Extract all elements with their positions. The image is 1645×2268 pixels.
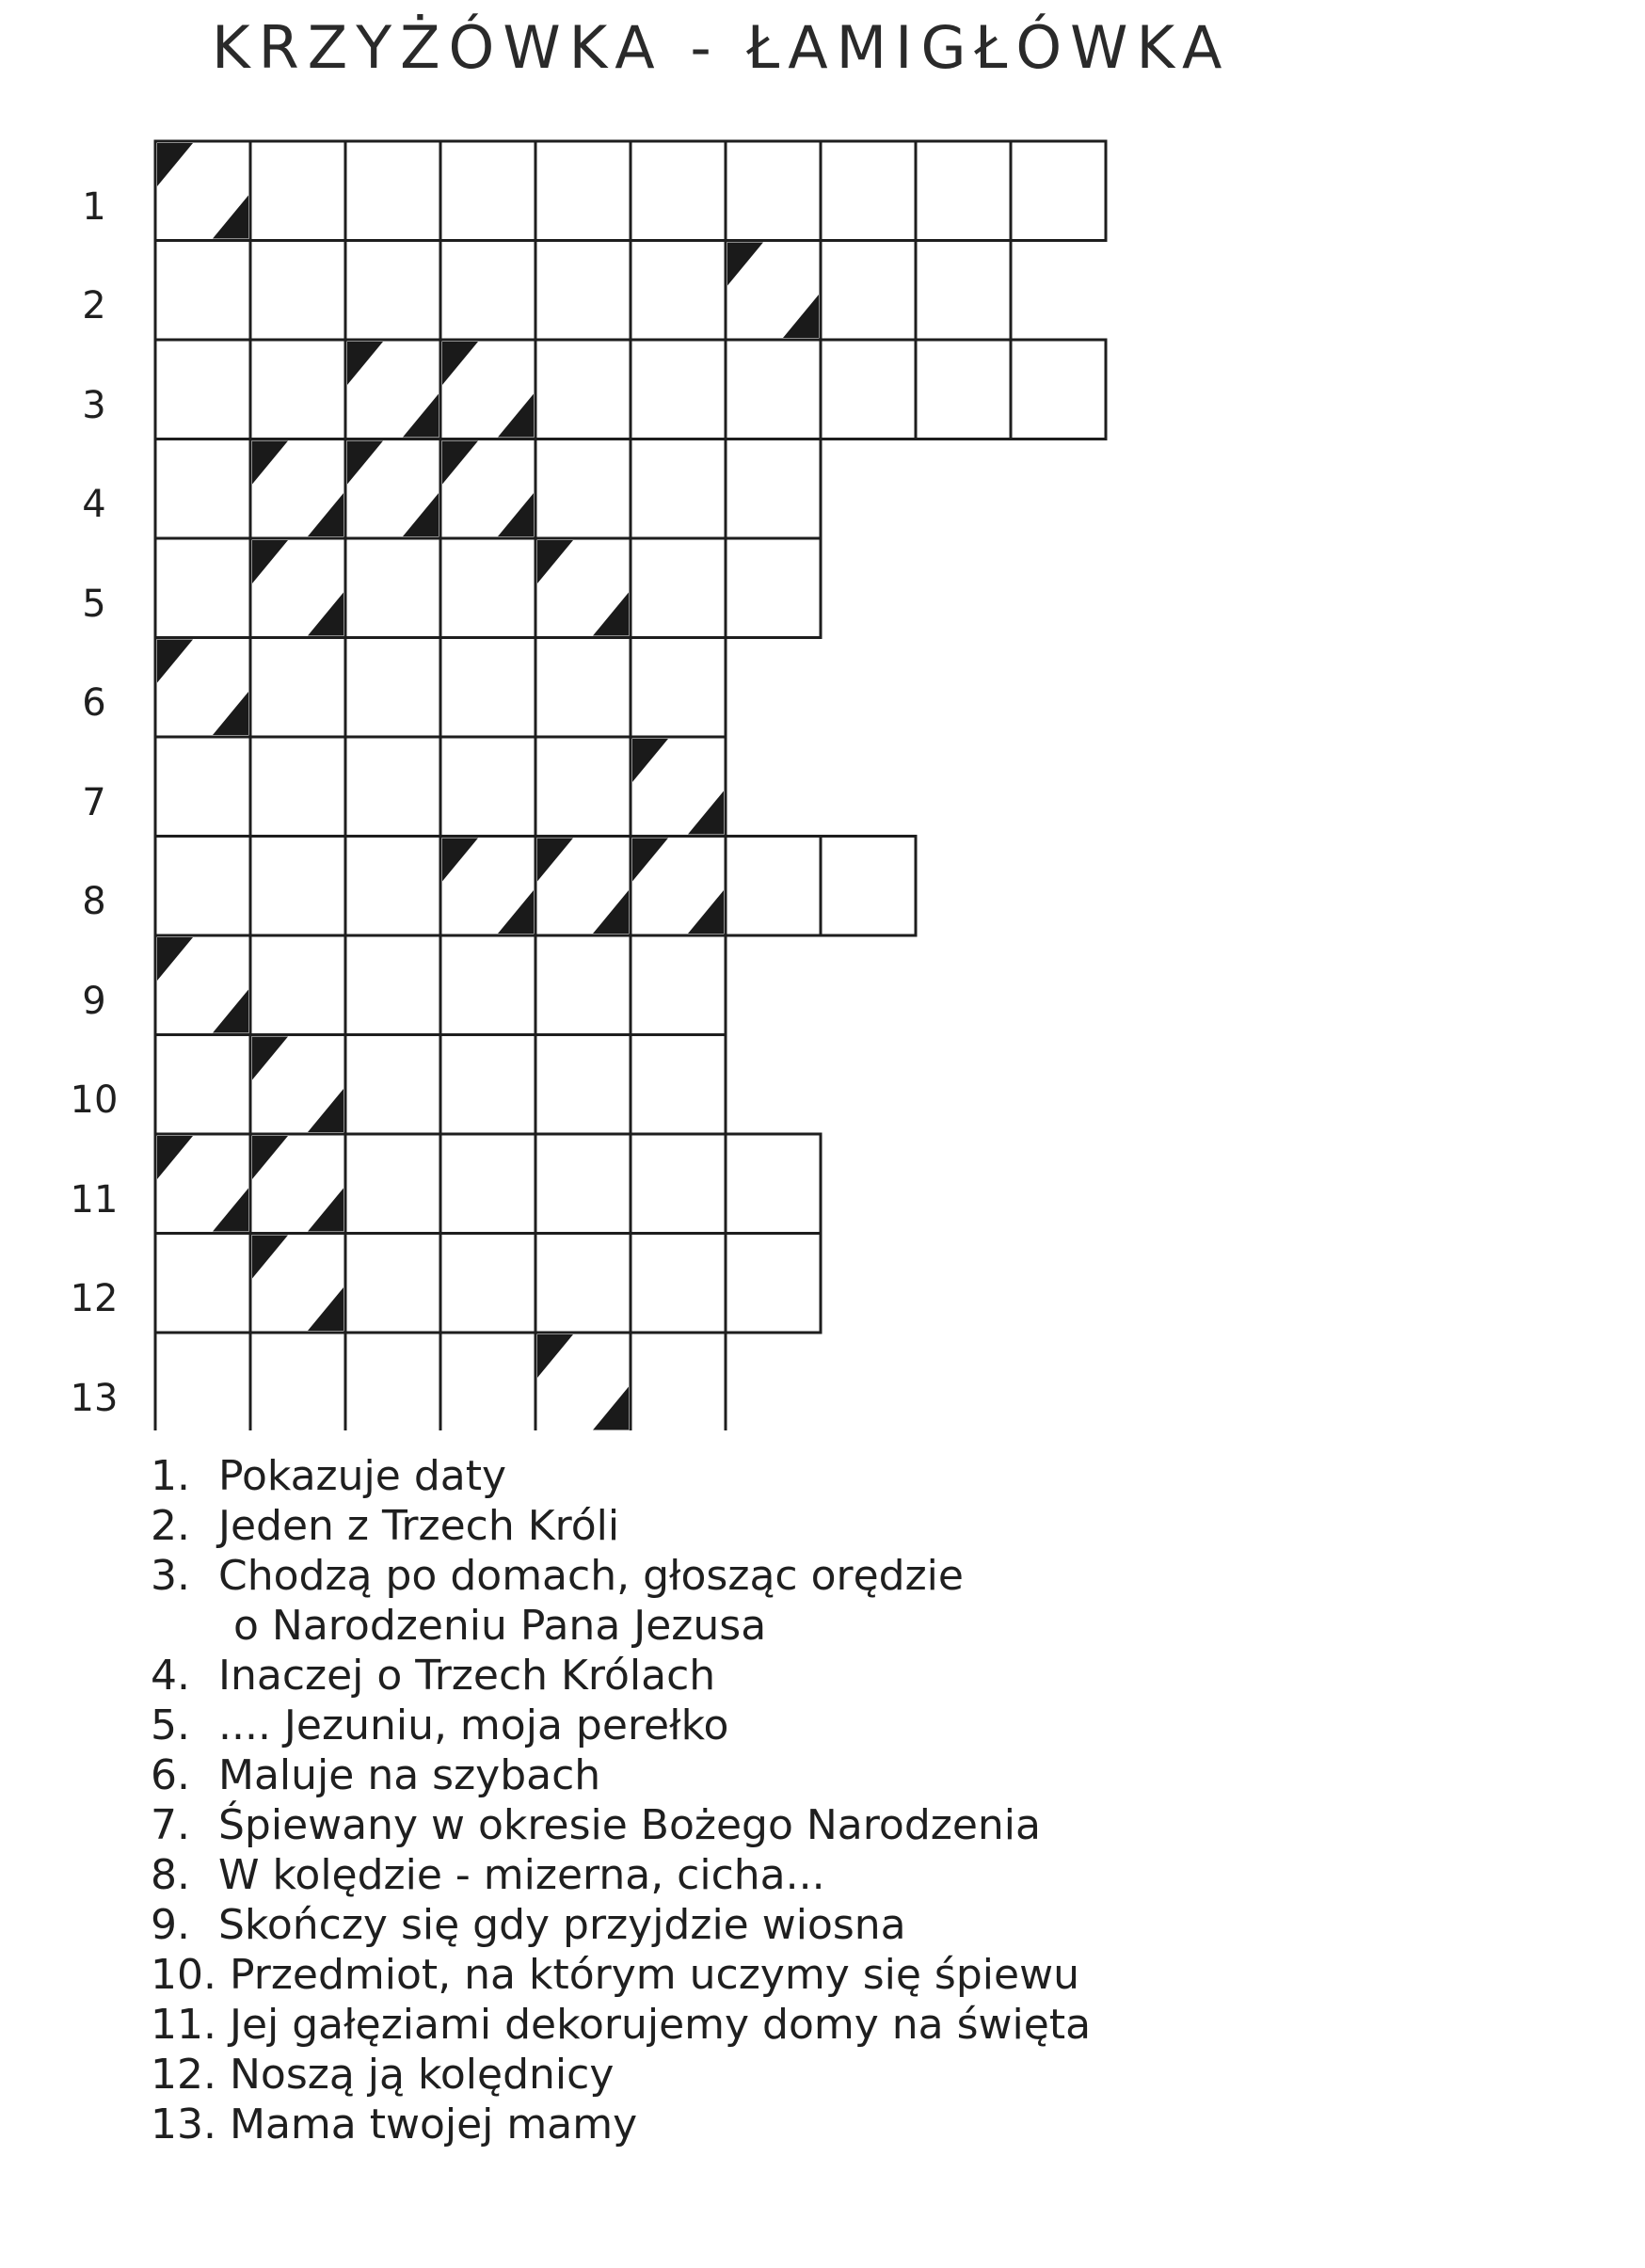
crossword-cell[interactable]: [535, 1134, 631, 1234]
crossword-cell[interactable]: [345, 538, 440, 638]
row-number: 1: [82, 184, 106, 229]
row-number: 3: [82, 383, 106, 427]
crossword-cell[interactable]: [345, 737, 440, 837]
clue-number: 3.: [151, 1552, 190, 1600]
crossword-cell[interactable]: [155, 1333, 250, 1430]
crossword-cell[interactable]: [1011, 141, 1106, 241]
crossword-cell[interactable]: [821, 837, 916, 936]
crossword-cell[interactable]: [155, 837, 250, 936]
crossword-cell[interactable]: [535, 141, 631, 241]
clue-number: 1.: [151, 1452, 190, 1500]
hatch-bottom-right: [403, 394, 439, 438]
clue-item: [151, 1800, 1619, 1850]
crossword-cell[interactable]: [631, 1234, 726, 1334]
grid-row-8: [155, 837, 916, 936]
crossword-cell[interactable]: [345, 935, 440, 1035]
row-number: 11: [70, 1177, 119, 1222]
hatch-bottom-right: [498, 890, 534, 934]
clue-text: Skończy się gdy przyjdzie wiosna: [218, 1901, 906, 1949]
crossword-cell[interactable]: [535, 439, 631, 539]
clue-item: [151, 1850, 1619, 1900]
hatch-top-left: [632, 839, 668, 882]
crossword-cell[interactable]: [916, 141, 1011, 241]
crossword-cell[interactable]: [155, 241, 250, 341]
crossword-cell[interactable]: [345, 241, 440, 341]
crossword-cell[interactable]: [155, 340, 250, 439]
hatch-bottom-right: [498, 493, 534, 536]
row-number: 9: [82, 979, 106, 1023]
crossword-cell[interactable]: [155, 439, 250, 539]
crossword-cell[interactable]: [440, 241, 535, 341]
hatch-top-left: [157, 1136, 193, 1179]
clue-item: [151, 1501, 1619, 1551]
clue-text: Pokazuje daty: [218, 1452, 507, 1500]
grid-row-5: [155, 538, 821, 638]
clue-item: [151, 1750, 1619, 1800]
crossword-cell[interactable]: [631, 1035, 726, 1135]
shaded-corner-marks: [632, 839, 724, 934]
crossword-cell[interactable]: [726, 1134, 821, 1234]
hatch-bottom-right: [213, 196, 248, 239]
crossword-cell[interactable]: [535, 241, 631, 341]
clue-item: [151, 1950, 1619, 2000]
crossword-cell[interactable]: [440, 141, 535, 241]
crossword-cell[interactable]: [821, 340, 916, 439]
grid-row-2: [155, 241, 1011, 341]
hatch-top-left: [252, 540, 288, 583]
clue-item: [151, 2100, 1619, 2149]
crossword-cell[interactable]: [155, 538, 250, 638]
crossword-cell[interactable]: [250, 141, 345, 241]
row-number: 8: [82, 880, 106, 924]
hatch-bottom-right: [213, 692, 248, 735]
row-number: 12: [70, 1277, 119, 1321]
shaded-corner-marks: [727, 243, 819, 339]
crossword-cell[interactable]: [345, 1134, 440, 1234]
clue-text: Jej gałęziami dekorujemy domy na święta: [229, 2001, 1092, 2049]
clue-item: [151, 1651, 1619, 1701]
crossword-cell[interactable]: [440, 1234, 535, 1334]
crossword-cell[interactable]: [250, 638, 345, 738]
shaded-corner-marks: [442, 839, 534, 934]
shaded-corner-marks: [537, 839, 629, 934]
crossword-cell[interactable]: [250, 340, 345, 439]
hatch-top-left: [347, 441, 383, 485]
clue-item: [151, 1551, 1619, 1601]
hatch-top-left: [347, 342, 383, 385]
hatch-bottom-right: [308, 1287, 343, 1331]
shaded-corner-marks: [252, 1037, 343, 1133]
shaded-corner-marks: [442, 342, 534, 438]
hatch-bottom-right: [593, 593, 629, 636]
hatch-top-left: [157, 640, 193, 683]
clue-number: 13.: [151, 2100, 216, 2148]
clue-item: [151, 2000, 1619, 2050]
hatch-top-left: [537, 839, 573, 882]
crossword-cell[interactable]: [345, 1333, 440, 1430]
crossword-cell[interactable]: [535, 1234, 631, 1334]
hatch-top-left: [632, 739, 668, 782]
shaded-corner-marks: [442, 441, 534, 537]
clue-number: 8.: [151, 1851, 190, 1899]
crossword-cell[interactable]: [631, 1134, 726, 1234]
crossword-cell[interactable]: [631, 538, 726, 638]
clue-number: 2.: [151, 1502, 190, 1550]
crossword-cell[interactable]: [440, 1035, 535, 1135]
clue-number: 9.: [151, 1901, 190, 1949]
crossword-cell[interactable]: [345, 638, 440, 738]
crossword-cell[interactable]: [250, 837, 345, 936]
crossword-cell[interactable]: [726, 439, 821, 539]
hatch-top-left: [252, 1136, 288, 1179]
crossword-cell[interactable]: [821, 141, 916, 241]
crossword-cell[interactable]: [916, 340, 1011, 439]
clue-text: o Narodzeniu Pana Jezusa: [233, 1602, 767, 1650]
row-number: 10: [70, 1078, 119, 1123]
clue-text: Chodzą po domach, głosząc orędzie: [218, 1552, 964, 1600]
crossword-cell[interactable]: [440, 935, 535, 1035]
crossword-cell[interactable]: [440, 1134, 535, 1234]
grid-row-3: [155, 340, 1106, 439]
crossword-cell[interactable]: [821, 241, 916, 341]
grid-row-13: [155, 1333, 726, 1430]
shaded-corner-marks: [252, 1236, 343, 1332]
shaded-corner-marks: [347, 342, 439, 438]
clue-text: Jeden z Trzech Króli: [218, 1502, 620, 1550]
crossword-cell[interactable]: [631, 340, 726, 439]
hatch-top-left: [442, 839, 478, 882]
hatch-bottom-right: [688, 890, 724, 934]
clue-text: W kolędzie - mizerna, cicha...: [218, 1851, 825, 1899]
hatch-bottom-right: [308, 1089, 343, 1132]
clue-number: 7.: [151, 1801, 190, 1849]
shaded-corner-marks: [252, 441, 343, 537]
grid-row-4: [155, 439, 821, 539]
row-number: 13: [70, 1376, 119, 1420]
crossword-cell[interactable]: [155, 737, 250, 837]
crossword-cell[interactable]: [726, 1234, 821, 1334]
hatch-bottom-right: [308, 493, 343, 536]
grid-row-7: [155, 737, 726, 837]
hatch-top-left: [727, 243, 763, 286]
row-number: 4: [82, 483, 106, 527]
hatch-bottom-right: [213, 1189, 248, 1232]
clue-number: 12.: [151, 2051, 216, 2099]
hatch-top-left: [537, 540, 573, 583]
grid-row-10: [155, 1035, 726, 1135]
hatch-top-left: [252, 1037, 288, 1080]
clue-number: 4.: [151, 1652, 190, 1700]
hatch-top-left: [252, 441, 288, 485]
clue-text: Śpiewany w okresie Bożego Narodzenia: [218, 1801, 1041, 1849]
clue-number: 10.: [151, 1951, 216, 1999]
row-number: 5: [82, 582, 106, 626]
grid-row-6: [155, 638, 726, 738]
clue-number: 6.: [151, 1751, 190, 1799]
shaded-corner-marks: [537, 540, 629, 636]
crossword-cell[interactable]: [535, 737, 631, 837]
crossword-cell[interactable]: [155, 1234, 250, 1334]
clue-text: Maluje na szybach: [218, 1751, 601, 1799]
hatch-top-left: [442, 342, 478, 385]
clue-item: [151, 1601, 1619, 1651]
crossword-cell[interactable]: [916, 241, 1011, 341]
crossword-cell[interactable]: [440, 1333, 535, 1430]
grid-row-11: [155, 1134, 821, 1234]
hatch-bottom-right: [593, 1387, 629, 1430]
row-number: 2: [82, 284, 106, 328]
crossword-cell[interactable]: [440, 538, 535, 638]
grid-row-1: [155, 141, 1106, 241]
clue-item: [151, 1900, 1619, 1950]
crossword-cell[interactable]: [440, 638, 535, 738]
hatch-bottom-right: [213, 990, 248, 1033]
hatch-top-left: [537, 1334, 573, 1378]
crossword-cell[interactable]: [726, 538, 821, 638]
shaded-corner-marks: [537, 1334, 629, 1430]
row-number: 6: [82, 681, 106, 726]
clue-text: Mama twojej mamy: [229, 2100, 638, 2148]
crossword-cell[interactable]: [631, 1333, 726, 1430]
clue-item: [151, 2050, 1619, 2100]
shaded-corner-marks: [252, 1136, 343, 1232]
hatch-top-left: [442, 441, 478, 485]
hatch-bottom-right: [403, 493, 439, 536]
crossword-cell[interactable]: [631, 638, 726, 738]
clue-text: .... Jezuniu, moja perełko: [218, 1701, 729, 1749]
crossword-cell[interactable]: [535, 638, 631, 738]
shaded-corner-marks: [632, 739, 724, 835]
hatch-bottom-right: [498, 394, 534, 438]
hatch-bottom-right: [593, 890, 629, 934]
hatch-bottom-right: [688, 791, 724, 835]
grid-row-9: [155, 935, 726, 1035]
hatch-top-left: [252, 1236, 288, 1279]
crossword-cell[interactable]: [345, 1035, 440, 1135]
crossword-cell[interactable]: [250, 737, 345, 837]
clue-number: 5.: [151, 1701, 190, 1749]
hatch-bottom-right: [783, 295, 819, 338]
crossword-cell[interactable]: [631, 935, 726, 1035]
crossword-cell[interactable]: [535, 340, 631, 439]
shaded-corner-marks: [157, 937, 248, 1033]
clues-list: [151, 1451, 1619, 2149]
crossword-cell[interactable]: [250, 241, 345, 341]
crossword-cell[interactable]: [535, 935, 631, 1035]
grid-row-12: [155, 1234, 821, 1334]
crossword-cell[interactable]: [1011, 340, 1106, 439]
clue-text: Noszą ją kolędnicy: [229, 2051, 615, 2099]
shaded-corner-marks: [347, 441, 439, 537]
crossword-cell[interactable]: [250, 935, 345, 1035]
clue-text: Przedmiot, na którym uczymy się śpiewu: [229, 1951, 1079, 1999]
shaded-corner-marks: [252, 540, 343, 636]
crossword-cell[interactable]: [631, 141, 726, 241]
crossword-cell[interactable]: [345, 141, 440, 241]
crossword-cell[interactable]: [250, 1333, 345, 1430]
crossword-cell[interactable]: [440, 737, 535, 837]
crossword-cell[interactable]: [631, 241, 726, 341]
hatch-bottom-right: [308, 593, 343, 636]
hatch-bottom-right: [308, 1189, 343, 1232]
crossword-cell[interactable]: [726, 837, 821, 936]
clue-item: [151, 1451, 1619, 1501]
shaded-corner-marks: [157, 1136, 248, 1232]
crossword-cell[interactable]: [345, 1234, 440, 1334]
clue-number: 11.: [151, 2001, 216, 2049]
hatch-top-left: [157, 143, 193, 186]
crossword-cell[interactable]: [535, 1035, 631, 1135]
clue-text: Inaczej o Trzech Królach: [218, 1652, 716, 1700]
crossword-cell[interactable]: [631, 439, 726, 539]
crossword-cell[interactable]: [726, 340, 821, 439]
hatch-top-left: [157, 937, 193, 981]
crossword-cell[interactable]: [345, 837, 440, 936]
crossword-cell[interactable]: [726, 141, 821, 241]
shaded-corner-marks: [157, 640, 248, 736]
shaded-corner-marks: [157, 143, 248, 239]
crossword-cell[interactable]: [155, 1035, 250, 1135]
row-number: 7: [82, 780, 106, 824]
page-title: KRZYŻÓWKA - ŁAMIGŁÓWKA: [212, 13, 1231, 82]
clue-item: [151, 1701, 1619, 1750]
